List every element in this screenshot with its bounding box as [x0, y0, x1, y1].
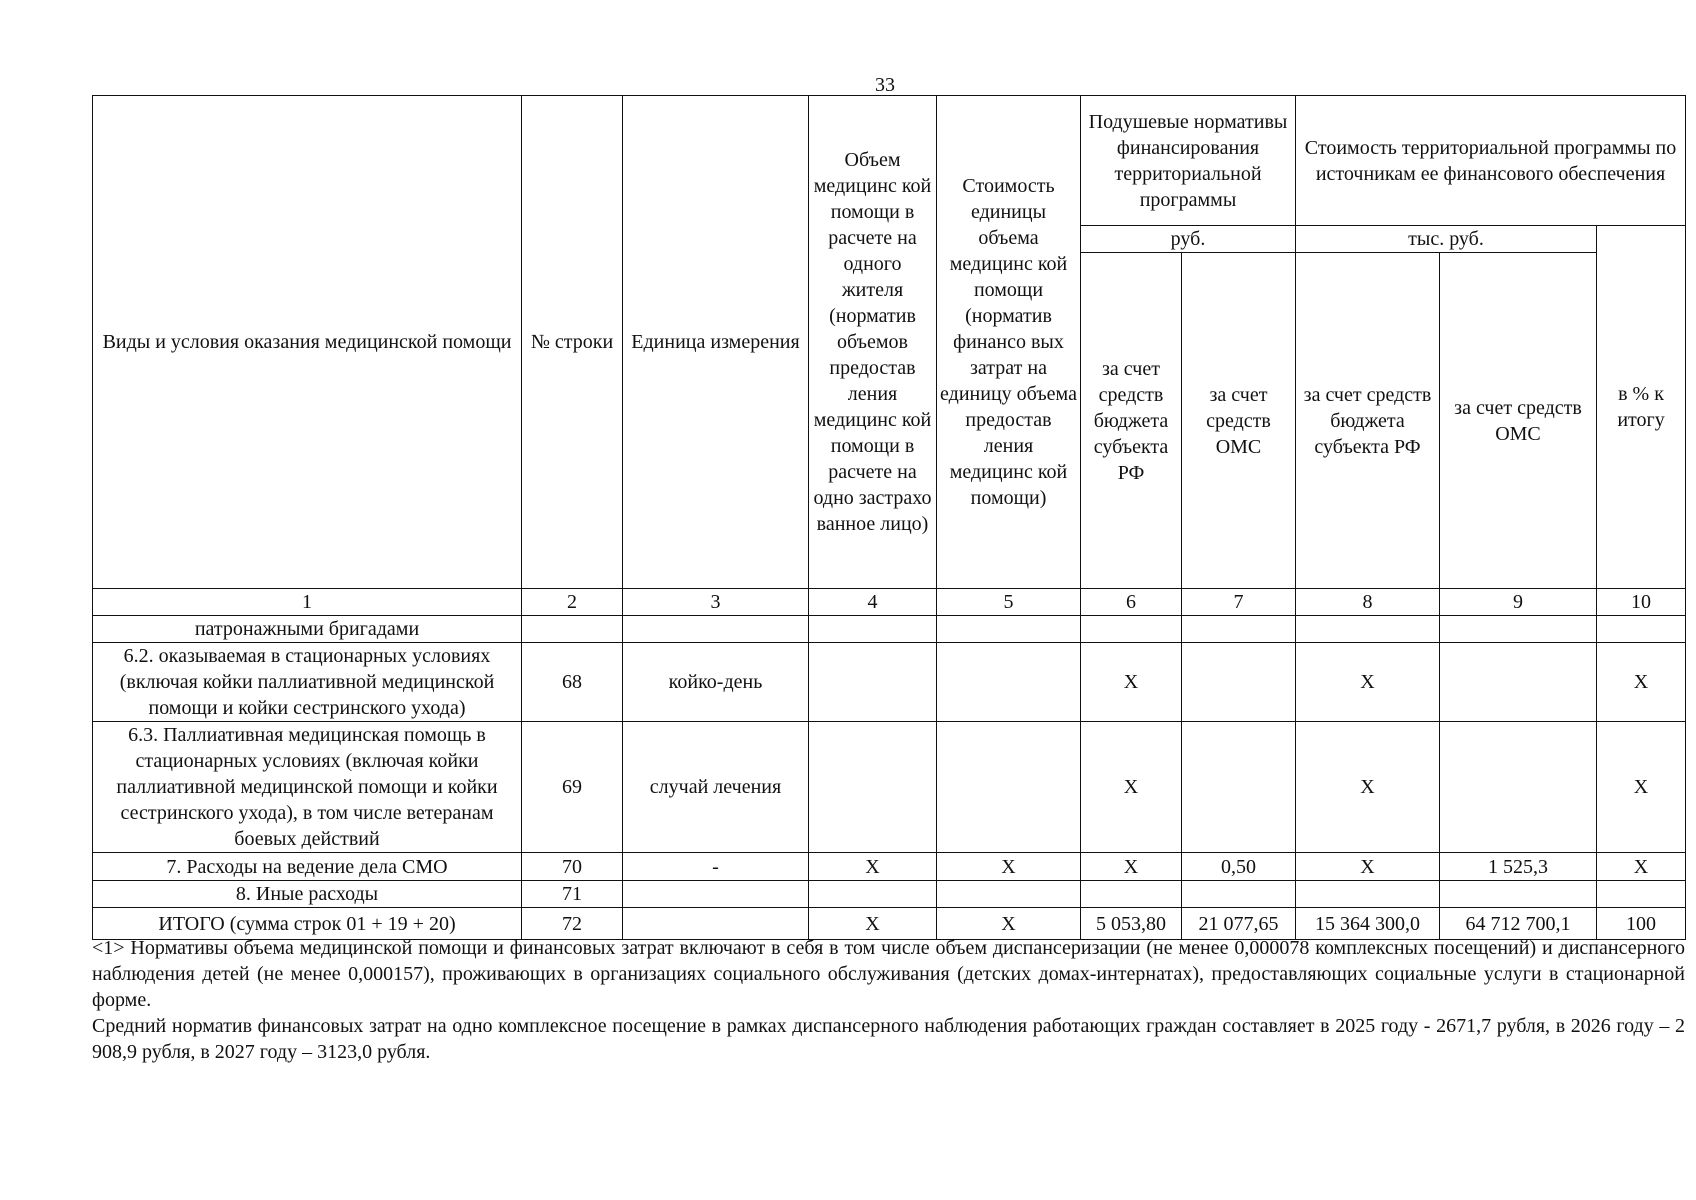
row-name: ИТОГО (сумма строк 01 + 19 + 20)	[93, 908, 522, 940]
row-unit-cost: X	[937, 853, 1081, 881]
row-name: 6.3. Паллиативная медицинская помощь в стационарных условиях (включая койки паллиативной медицинской помощи и койки сестринского ухода), в том числе ветеранам боевых действий	[93, 722, 522, 853]
row-name: 6.2. оказываемая в стационарных условиях (включая койки паллиативной медицинской помощи и койки сестринского ухода)	[93, 643, 522, 722]
row-name: патронажными бригадами	[93, 616, 522, 643]
header-unit-thousand-rub: тыс. руб.	[1296, 226, 1597, 253]
row-budget-rub: X	[1081, 643, 1182, 722]
header-budget-thousand: за счет средств бюджета субъекта РФ	[1296, 253, 1440, 589]
row-percent	[1597, 616, 1686, 643]
header-volume: Объем медицинс кой помощи в расчете на одного жителя (норматив объемов предостав ления медицинс кой помощи в расчете на одно застрахо ванное лицо)	[809, 96, 937, 589]
header-per-capita-normatives: Подушевые нормативы финансирования территориальной программы	[1081, 96, 1296, 226]
column-number: 2	[522, 589, 623, 616]
header-row-groups	[93, 96, 1686, 226]
column-number: 4	[809, 589, 937, 616]
row-budget-thousand: X	[1296, 853, 1440, 881]
row-name: 8. Иные расходы	[93, 881, 522, 908]
row-oms-thousand	[1440, 881, 1597, 908]
row-oms-rub	[1182, 722, 1296, 853]
row-percent: 100	[1597, 908, 1686, 940]
header-row-number: № строки	[522, 96, 623, 589]
header-oms-thousand: за счет средств ОМС	[1440, 253, 1597, 589]
table-row	[93, 616, 1686, 643]
row-budget-thousand	[1296, 616, 1440, 643]
row-percent: X	[1597, 853, 1686, 881]
row-budget-thousand: X	[1296, 643, 1440, 722]
row-unit	[623, 881, 809, 908]
table-row	[93, 853, 1686, 881]
row-unit-cost	[937, 881, 1081, 908]
row-volume	[809, 722, 937, 853]
row-budget-thousand	[1296, 881, 1440, 908]
row-oms-thousand	[1440, 722, 1597, 853]
row-oms-rub	[1182, 616, 1296, 643]
row-number: 71	[522, 881, 623, 908]
header-unit-cost: Стоимость единицы объема медицинс кой помощи (норматив финансо вых затрат на единицу объема предостав ления медицинс кой помощи)	[937, 96, 1081, 589]
row-budget-rub	[1081, 881, 1182, 908]
row-percent: X	[1597, 722, 1686, 853]
column-number: 3	[623, 589, 809, 616]
row-budget-rub: X	[1081, 853, 1182, 881]
row-budget-rub: 5 053,80	[1081, 908, 1182, 940]
column-number: 6	[1081, 589, 1182, 616]
column-number: 10	[1597, 589, 1686, 616]
row-budget-thousand: X	[1296, 722, 1440, 853]
row-number: 69	[522, 722, 623, 853]
header-type-of-care: Виды и условия оказания медицинской помощи	[93, 96, 522, 589]
header-program-cost: Стоимость территориальной программы по источникам ее финансового обеспечения	[1296, 96, 1686, 226]
row-volume: X	[809, 908, 937, 940]
column-number: 5	[937, 589, 1081, 616]
row-unit: койко-день	[623, 643, 809, 722]
header-unit-rub: руб.	[1081, 226, 1296, 253]
row-unit: случай лечения	[623, 722, 809, 853]
row-oms-rub: 21 077,65	[1182, 908, 1296, 940]
row-number: 70	[522, 853, 623, 881]
header-budget-rub: за счет средств бюджета субъекта РФ	[1081, 253, 1182, 589]
column-number: 8	[1296, 589, 1440, 616]
row-oms-rub	[1182, 881, 1296, 908]
row-number: 72	[522, 908, 623, 940]
row-percent: X	[1597, 643, 1686, 722]
row-budget-thousand: 15 364 300,0	[1296, 908, 1440, 940]
row-volume: X	[809, 853, 937, 881]
row-budget-rub	[1081, 616, 1182, 643]
column-number: 1	[93, 589, 522, 616]
row-percent	[1597, 881, 1686, 908]
column-number: 7	[1182, 589, 1296, 616]
page-number: 33	[875, 74, 895, 96]
row-oms-thousand: 64 712 700,1	[1440, 908, 1597, 940]
row-oms-thousand: 1 525,3	[1440, 853, 1597, 881]
table-row	[93, 722, 1686, 853]
table-row	[93, 643, 1686, 722]
row-oms-thousand	[1440, 616, 1597, 643]
row-number	[522, 616, 623, 643]
row-budget-rub: X	[1081, 722, 1182, 853]
row-unit-cost	[937, 616, 1081, 643]
row-unit-cost: X	[937, 908, 1081, 940]
financing-table	[92, 95, 1686, 940]
footnote-2: Средний норматив финансовых затрат на одно комплексное посещение в рамках диспансерного наблюдения работающих граждан составляет в 2025 году - 2671,7 рубля, в 2026 году – 2 908,9 рубля, в 2027 году – 3123,0 рубля.	[92, 1015, 1685, 1063]
footnote-1: <1> Нормативы объема медицинской помощи и финансовых затрат включают в себя в том числе объем диспансеризации (не менее 0,000078 комплексных посещений) и диспансерного наблюдения детей (не менее 0,000157), проживающих в организациях социального обслуживания (детских домах-интернатах), предоставляющих социальные услуги в стационарной форме.	[92, 937, 1685, 1011]
row-volume	[809, 643, 937, 722]
row-oms-rub	[1182, 643, 1296, 722]
header-unit: Единица измерения	[623, 96, 809, 589]
header-oms-rub: за счет средств ОМС	[1182, 253, 1296, 589]
row-name: 7. Расходы на ведение дела СМО	[93, 853, 522, 881]
row-unit-cost	[937, 722, 1081, 853]
header-percent-total: в % к итогу	[1597, 226, 1686, 589]
row-unit	[623, 616, 809, 643]
row-oms-rub: 0,50	[1182, 853, 1296, 881]
row-number: 68	[522, 643, 623, 722]
table-row	[93, 881, 1686, 908]
row-volume	[809, 616, 937, 643]
row-oms-thousand	[1440, 643, 1597, 722]
row-volume	[809, 881, 937, 908]
row-unit-cost	[937, 643, 1081, 722]
row-unit: -	[623, 853, 809, 881]
column-number: 9	[1440, 589, 1597, 616]
column-numbers-row	[93, 589, 1686, 616]
